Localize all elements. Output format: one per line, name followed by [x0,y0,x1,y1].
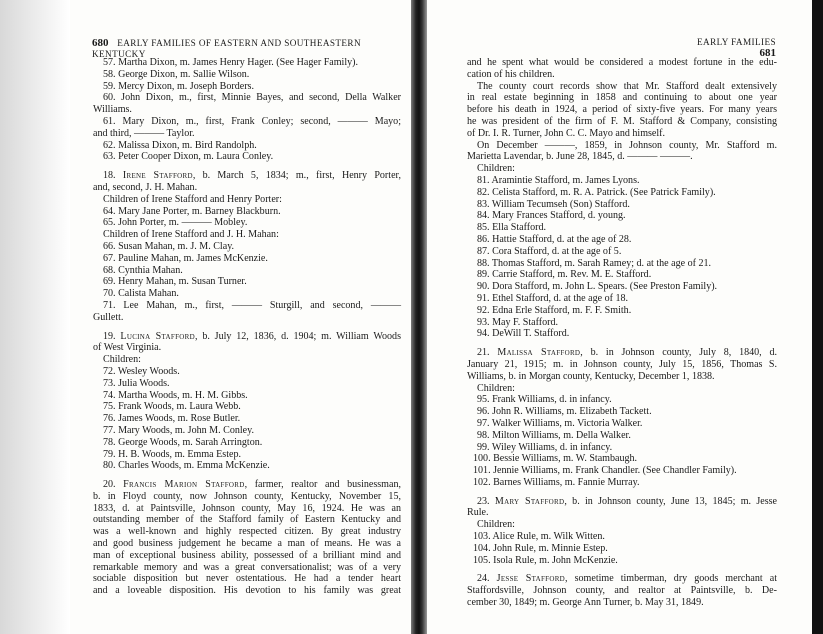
text-line: 85. Ella Stafford. [477,222,547,234]
left-running-header [92,37,402,59]
text-line: man of exceptional business ability, possessed of a brilliant mind and [93,549,401,561]
text-line: Children: [477,163,515,175]
text-line: 86. Hattie Stafford, d. at the age of 28. [477,233,632,245]
left-page-text [93,57,401,597]
text-line: remarkable memory and was a great conversationalist; was of a very [93,561,401,573]
text-line: 97. Walker Williams, m. Victoria Walker. [477,417,643,429]
text-line: before his death in 1924, a period of sixty-five years. For many years [467,104,777,116]
right-page-number: 681 [759,47,776,59]
text-line: in real estate beginning in 1858 and continuing to about one year [467,92,777,104]
text-line: and third, ——— Taylor. [93,127,195,139]
text-line: of Dr. I. R. Turner, John C. C. Mayo and himself. [467,127,666,139]
right-running-header [586,37,776,59]
entry-name: Francis Marion Stafford [123,479,245,491]
text-line: 87. Cora Stafford, d. at the age of 5. [477,245,622,257]
text-line: and, second, J. H. Mahan. [93,181,198,193]
text-line: 94. DeWill T. Stafford. [477,328,570,340]
text-line: 82. Celista Stafford, m. R. A. Patrick. (See Patrick Family). [477,186,716,198]
text-line: 78. George Woods, m. Sarah Arrington. [103,436,263,448]
text-line: 66. Susan Mahan, m. J. M. Clay. [103,240,235,252]
text-line: 71. Lee Mahan, m., first, ——— Sturgill, and second, ——— [103,299,401,311]
text-line: 95. Frank Williams, d. in infancy. [477,394,612,406]
text-line: The county court records show that Mr. Stafford dealt extensively [477,80,777,92]
paragraph-gap [93,472,401,479]
text-line: 98. Milton Williams, m. Della Walker. [477,429,631,441]
text-line: 69. Henry Mahan, m. Susan Turner. [103,276,247,288]
text-line: Rule. [467,507,489,519]
text-line: Children of Irene Stafford and J. H. Mahan: [103,229,279,241]
text-line: cation of his children. [467,68,555,80]
text-line: 80. Charles Woods, m. Emma McKenzie. [103,460,270,472]
text-line: 57. Martha Dixon, m. James Henry Hager. (See Hager Family). [103,57,359,68]
text-line: 101. Jennie Williams, m. Frank Chandler. (See Chandler Family). [473,465,737,477]
text-line: was a well-known and highly respected citizen. By great industry [93,526,401,538]
text-line: 105. Isola Rule, m. John McKenzie. [473,554,618,566]
text-line: sociable disposition but never ostentatious. He had a tender heart [93,573,401,585]
entry-name: Irene Stafford [122,170,193,182]
left-page-number: 680 [92,37,109,49]
text-line: b. in Floyd county, now Johnson county, Kentucky, November 15, [93,490,401,502]
text-line: Staffordsville, Johnson county, and realtor at Paintsville, b. De- [467,585,777,597]
text-line: 93. May F. Stafford. [477,316,559,328]
text-line: and good business judgement he became a man of means. He was a [93,538,401,550]
text-line: 58. George Dixon, m. Sallie Wilson. [103,68,250,80]
text-line: 89. Carrie Stafford, m. Rev. M. E. Stafford. [477,269,652,281]
text-line: 62. Malissa Dixon, m. Bird Randolph. [103,139,257,151]
text-line: 90. Dora Stafford, m. John L. Spears. (See Preston Family). [477,281,718,293]
text-line: Children: [103,354,141,366]
right-page-edge [812,0,823,634]
text-line: Williams, b. in Morgan county, Kentucky, December 1, 1838. [467,370,715,382]
text-line: and he spent what would be considered a modest fortune in the edu- [467,57,777,68]
text-line: 18. Irene Stafford, b. March 5, 1834; m., first, Henry Porter, [103,170,401,182]
text-line: 72. Wesley Woods. [103,365,180,377]
text-line: 96. John R. Williams, m. Elizabeth Tackett. [477,406,652,418]
text-line: On December ———, 1859, in Johnson county, Mr. Stafford m. [477,139,777,151]
text-line: 61. Mary Dixon, m., first, Frank Conley; second, ——— Mayo; [103,115,401,127]
text-line: 70. Calista Mahan. [103,288,179,300]
text-line: 75. Frank Woods, m. Laura Webb. [103,401,241,413]
text-line: 92. Edna Erle Stafford, m. F. F. Smith. [477,304,632,316]
text-line: 84. Mary Frances Stafford, d. young. [477,210,626,222]
text-line: Gullett. [93,311,124,323]
text-line: 103. Alice Rule, m. Wilk Witten. [473,531,605,543]
text-line: 60. John Dixon, m., first, Minnie Bayes, and second, Della Walker [103,92,401,104]
entry-name: Jesse Stafford [496,573,566,585]
paragraph-gap [93,163,401,170]
text-line: 100. Bessie Williams, m. W. Stambaugh. [473,453,638,465]
text-line: 63. Peter Cooper Dixon, m. Laura Conley. [103,151,274,163]
paragraph-gap [93,324,401,331]
text-line: Children of Irene Stafford and Henry Porter: [103,193,282,205]
text-line: of West Virginia. [93,342,162,354]
text-line: 21. Malissa Stafford, b. in Johnson county, July 8, 1840, d. [477,347,777,359]
text-line: 19. Lucina Stafford, b. July 12, 1836, d. 1904; m. William Woods [103,330,401,342]
text-line: 104. John Rule, m. Minnie Estep. [473,542,608,554]
text-line: cember 30, 1849; m. George Ann Turner, b. May 31, 1849. [467,597,704,609]
text-line: 74. Martha Woods, m. H. M. Gibbs. [103,389,248,401]
text-line: 102. Barnes Williams, m. Fannie Murray. [473,476,640,488]
text-line: 79. H. B. Woods, m. Emma Estep. [103,448,241,460]
text-line: and a loveable disposition. His devotion to his family was great [93,585,401,597]
text-line: 68. Cynthia Mahan. [103,264,183,276]
text-line: 91. Ethel Stafford, d. at the age of 18. [477,292,629,304]
text-line: January 21, 1915; m. in Johnson county, July 15, 1856, Thomas S. [467,358,777,370]
right-page-text [467,57,777,609]
text-line: Children: [477,382,515,394]
text-line: 88. Thomas Stafford, m. Sarah Ramey; d. at the age of 21. [477,257,712,269]
paragraph-gap [467,489,777,496]
book-gutter [411,0,427,634]
text-line: 81. Aramintie Stafford, m. James Lyons. [477,174,640,186]
left-page-shadow [0,0,70,634]
paragraph-gap [467,340,777,347]
entry-name: Malissa Stafford [497,347,581,359]
text-line: 83. William Tecumseh (Son) Stafford. [477,198,630,210]
text-line: 99. Wiley Williams, d. in infancy. [477,441,613,453]
text-line: he was president of the firm of F. M. Stafford & Company, consisting [467,115,777,127]
left-running-head: EARLY FAMILIES OF EASTERN AND SOUTHEASTERN KENTUCKY [92,38,361,59]
text-line: 59. Mercy Dixon, m. Joseph Borders. [103,80,254,92]
entry-name: Mary Stafford [494,495,565,507]
text-line: 23. Mary Stafford, b. in Johnson county, June 13, 1845; m. Jesse [477,495,777,507]
text-line: 1833, d. at Paintsville, Johnson county, May 16, 1924. He was an [93,502,401,514]
text-line: 24. Jesse Stafford, sometime timberman, dry goods merchant at [477,573,777,585]
entry-name: Lucina Stafford [120,330,195,342]
right-running-head: EARLY FAMILIES [697,37,776,47]
text-line: 73. Julia Woods. [103,377,170,389]
text-line: Marietta Lavendar, b. June 28, 1845, d. ——— ———. [467,151,693,163]
text-line: 65. John Porter, m. ——— Mobley. [103,217,248,229]
text-line: 76. James Woods, m. Rose Butler. [103,413,241,425]
text-line: 20. Francis Marion Stafford, farmer, realtor and businessman, [103,479,401,491]
text-line: outstanding member of the Stafford family of Eastern Kentucky and [93,514,401,526]
text-line: Children: [477,519,515,531]
paragraph-gap [467,566,777,573]
text-line: Williams. [93,104,132,116]
text-line: 77. Mary Woods, m. John M. Conley. [103,424,255,436]
text-line: 67. Pauline Mahan, m. James McKenzie. [103,252,268,264]
text-line: 64. Mary Jane Porter, m. Barney Blackburn. [103,205,281,217]
